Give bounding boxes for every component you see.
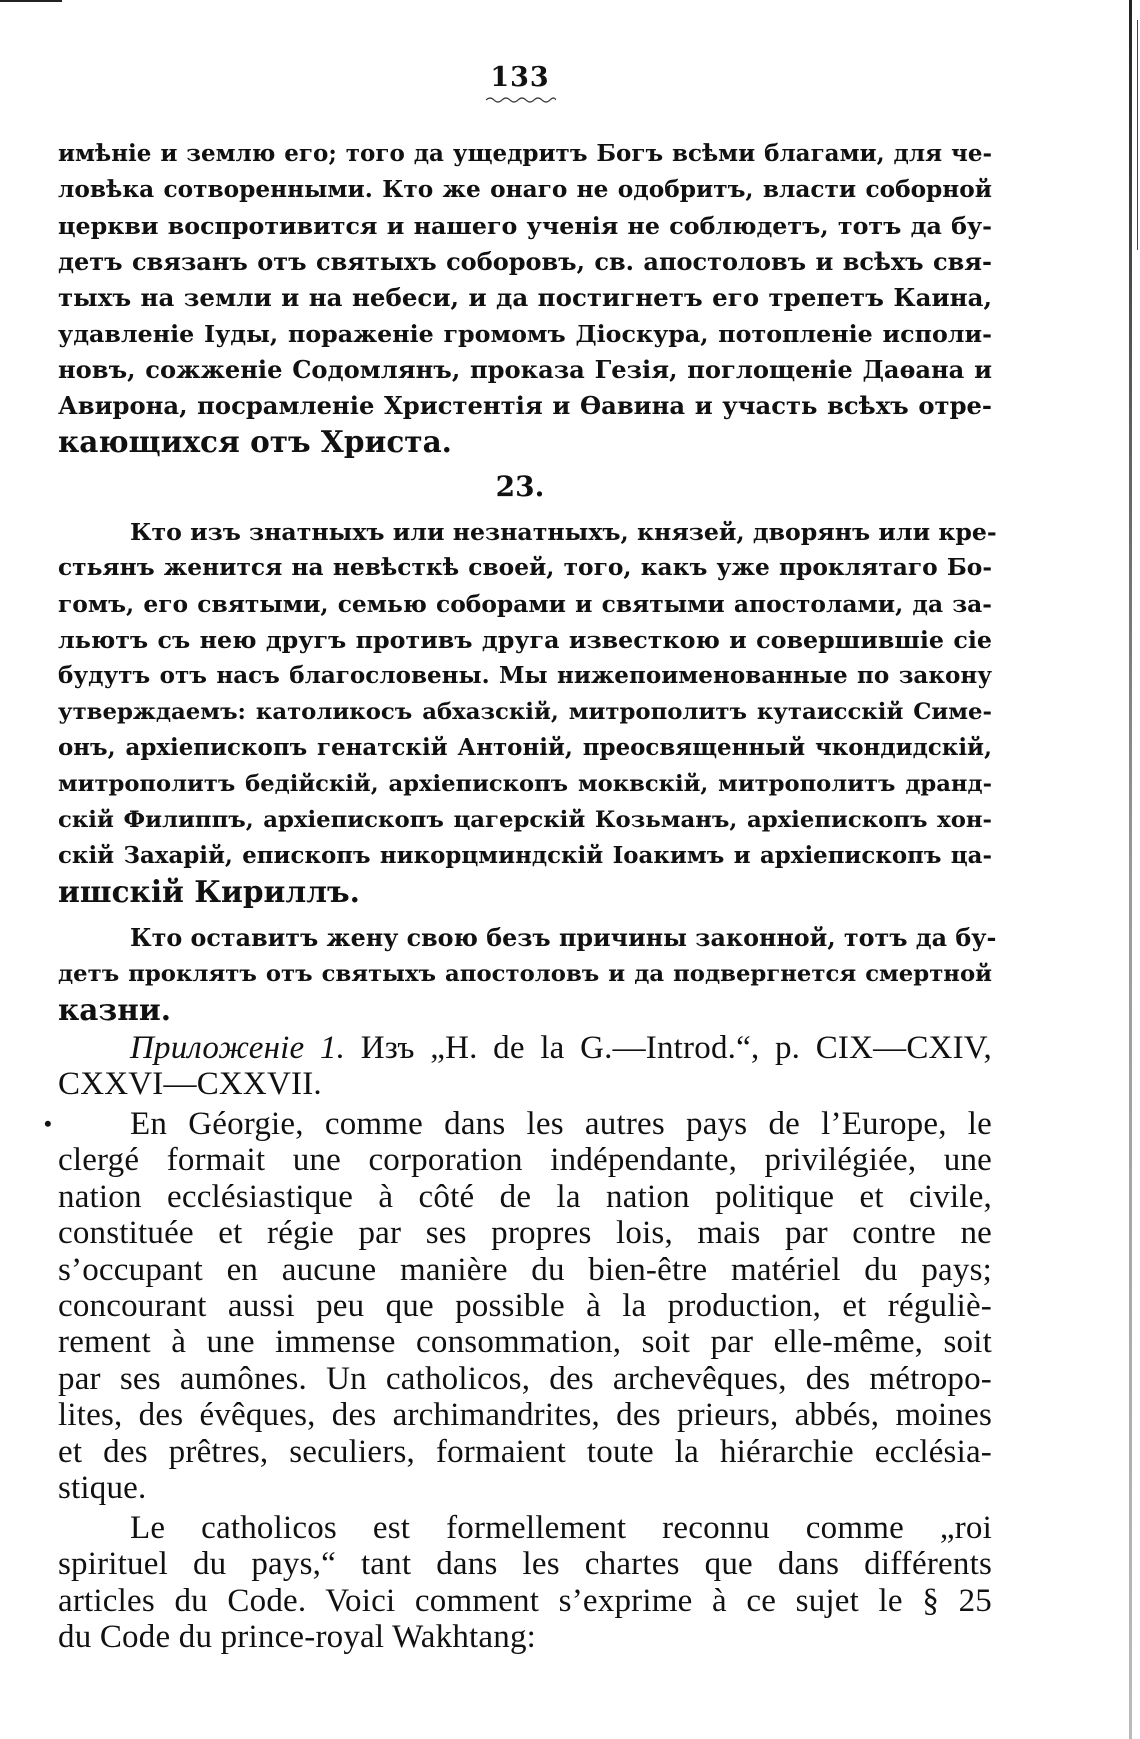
appendix-source: Изъ „H. de la G.—Introd.“, p. CIX—CXIV, [345,1030,992,1066]
text-line: s’occupant en aucune manière du bien-être matériel du pays; [58,1251,992,1288]
appendix-line-2: CXXVI—CXXVII. [58,1066,322,1103]
text-line: Кто изъ знатныхъ или незнатныхъ, князей, дворянъ или кре- [130,518,997,546]
text-line: стьянъ женится на невѣсткѣ своей, того, какъ уже проклятаго Бо- [58,554,992,581]
text-line: En Géorgie, comme dans les autres pays de l’Europe, le [130,1106,992,1142]
page-number-underline [486,96,556,104]
french-paragraph-2 [58,1510,992,1656]
text-line: Авирона, посрамленіе Христентія и Ѳавина и участь всѣхъ отре- [58,391,992,420]
text-line: детъ связанъ отъ святыхъ соборовъ, св. апостоловъ и всѣхъ свя- [58,247,992,276]
paragraph-continuation [58,136,992,460]
text-line: гомъ, его святыми, семью соборами и святыми апостолами, да за- [58,590,992,618]
appendix-label: Приложеніе 1. [130,1030,346,1066]
text-line: par ses aumônes. Un catholicos, des archevêques, des métropo- [58,1360,992,1397]
text-line: nation ecclésiastique à côté de la nation politique et civile, [58,1178,992,1215]
text-line: митрополитъ бедійскій, архіепископъ моквскій, митрополитъ дранд- [58,771,992,797]
text-line: онъ, архіепископъ генатскій Антоній, преосвященный чкондидскій, [58,734,992,761]
page-number: 133 [490,62,550,93]
text-line: du Code du prince-royal Wakhtang: [58,1619,537,1656]
text-line: будутъ отъ насъ благословены. Мы нижепоименованные по закону [58,662,992,689]
text-line: имѣніе и землю его; того да ущедритъ Богъ всѣми благами, для че- [58,140,992,167]
paragraph-23 [58,514,997,910]
appendix-heading [58,1030,992,1103]
text-line: clergé formait une corporation indépendante, privilégiée, une [58,1142,992,1179]
page-edge-line [1137,20,1138,250]
text-line: ловѣка сотворенными. Кто же онаго не одобритъ, власти соборной [58,176,992,203]
text-line: казни. [58,992,171,1027]
text-line: stique. [58,1470,147,1507]
text-line: et des prêtres, seculiers, formaient toute la hiérarchie ecclésia- [58,1433,992,1470]
text-line: Le catholicos est formellement reconnu comme „roi [130,1510,992,1546]
top-left-rule [0,0,62,2]
text-line: утверждаемъ: католикосъ абхазскій, митрополитъ кутаисскій Симе- [58,699,992,725]
text-line: ишскій Кириллъ. [58,874,360,909]
text-line: новъ, сожженіе Содомлянъ, проказа Гезія, поглощеніе Даѳана и [58,355,992,384]
appendix-line [58,1030,992,1066]
text-line: rement à une immense consommation, soit par elle-même, soit [58,1324,992,1361]
text-line: тыхъ на земли и на небеси, и да постигнетъ его трепетъ Каина, [58,283,992,312]
text-line: льютъ съ нею другъ противъ друга известкою и совершившіе сіе [58,626,992,654]
text-line: скій Захарій, епископъ никорцминдскій Іоакимъ и архіепископъ ца- [58,843,992,869]
section-number: 23. [495,470,545,503]
french-paragraph-1 [58,1106,992,1506]
text-line: articles du Code. Voici comment s’exprime à ce sujet le § 25 [58,1582,992,1619]
text-line: Кто оставитъ жену свою безъ причины законной, тотъ да бу- [130,924,997,952]
text-line: lites, des évêques, des archimandrites, des prieurs, abbés, moines [58,1397,992,1434]
paragraph-divorce [58,920,997,1028]
text-line: церкви воспротивится и нашего ученія не соблюдетъ, тотъ да бу- [58,212,992,240]
text-line: concourant aussi peu que possible à la production, et réguliè- [58,1288,992,1325]
text-line: constituée et régie par ses propres lois, mais par contre ne [58,1215,992,1252]
margin-bullet: • [44,1111,52,1136]
page-edge-shadow [1129,0,1132,1739]
text-line: spirituel du pays,“ tant dans les chartes que dans différents [58,1546,992,1583]
text-line: кающихся отъ Христа. [58,424,452,459]
text-line: детъ проклятъ отъ святыхъ апостоловъ и да подвергнется смертной [58,961,992,987]
text-line: удавленіе Іуды, пораженіе громомъ Діоскура, потопленіе исполи- [58,320,992,348]
text-line: скій Филиппъ, архіепископъ цагерскій Козьманъ, архіепископъ хон- [58,807,992,833]
